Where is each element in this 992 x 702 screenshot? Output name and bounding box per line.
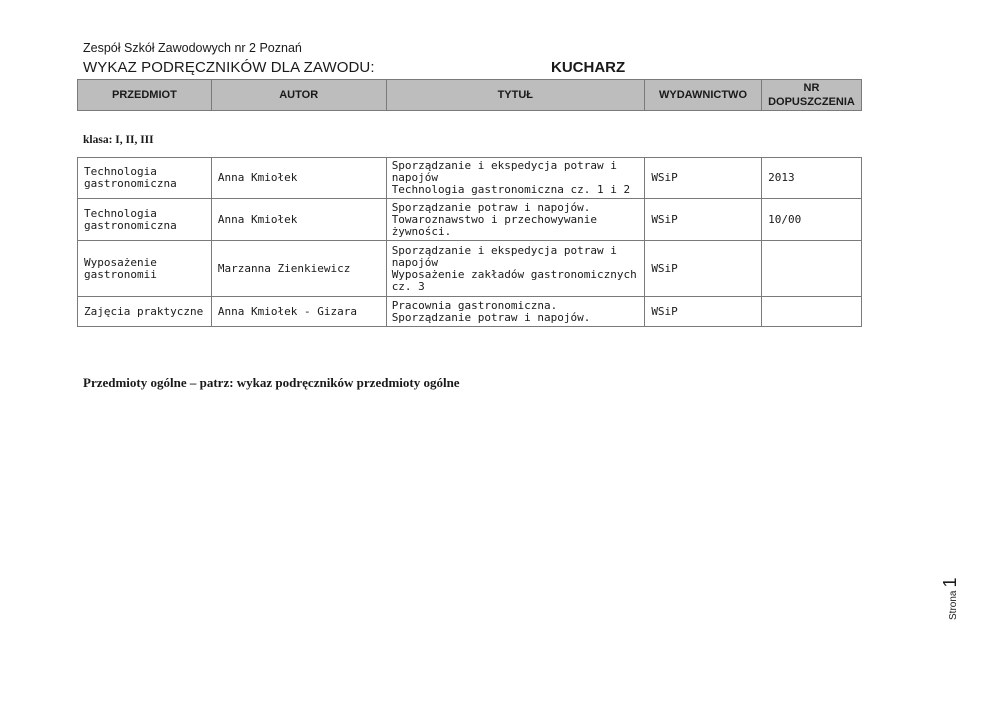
title-line: Wyposażenie zakładów gastronomicznych <box>391 267 637 281</box>
textbook-table <box>77 157 862 327</box>
publisher-cell: WSiP <box>645 158 762 199</box>
author-cell: Marzanna Zienkiewicz <box>211 241 386 297</box>
title-line: Sporządzanie i ekspedycja potraw i <box>391 243 617 257</box>
subject-line: Zajęcia praktyczne <box>84 304 204 318</box>
page-label: Strona <box>948 590 959 620</box>
title-line: napojów <box>391 171 439 184</box>
column-header-row <box>78 80 862 111</box>
approval-number-cell: 2013 <box>762 158 862 199</box>
author-cell: Anna Kmiołek - Gizara <box>211 297 386 327</box>
approval-header-line1: NR <box>803 82 820 94</box>
profession-name: KUCHARZ <box>551 59 626 76</box>
page-number-value: 1 <box>940 577 960 588</box>
general-subjects-note: Przedmioty ogólne – patrz: wykaz podręczników przedmioty ogólne <box>83 375 460 390</box>
table-row <box>78 241 862 297</box>
subject-line: gastronomiczna <box>84 177 177 190</box>
publisher-cell: WSiP <box>645 199 762 241</box>
title-line: Sporządzanie i ekspedycja potraw i <box>391 159 617 172</box>
page-number-rotated <box>940 565 961 620</box>
subject-line: gastronomii <box>84 267 157 281</box>
subject-cell <box>78 158 212 199</box>
column-header-author: AUTOR <box>211 80 386 111</box>
title-line: żywności. <box>391 224 452 238</box>
column-header-subject: PRZEDMIOT <box>78 80 212 111</box>
list-title: WYKAZ PODRĘCZNIKÓW DLA ZAWODU: <box>83 59 375 76</box>
author-cell: Anna Kmiołek <box>211 199 386 241</box>
title-line: Sporządzanie potraw i napojów. <box>391 200 591 214</box>
approval-number-cell: 10/00 <box>762 199 862 241</box>
class-label: klasa: I, II, III <box>83 134 154 146</box>
column-header-table <box>77 79 862 111</box>
table-row <box>78 199 862 241</box>
title-line: cz. 3 <box>391 279 425 293</box>
title-line: Pracownia gastronomiczna. <box>391 298 558 312</box>
school-name: Zespół Szkół Zawodowych nr 2 Poznań <box>83 41 302 55</box>
subject-cell <box>78 199 212 241</box>
subject-line: gastronomiczna <box>84 218 177 232</box>
publisher-cell: WSiP <box>645 297 762 327</box>
table-row <box>78 297 862 327</box>
page-number <box>940 565 966 620</box>
subject-cell <box>78 297 212 327</box>
author-cell: Anna Kmiołek <box>211 158 386 199</box>
subject-line: Technologia <box>84 165 157 178</box>
subject-line: Wyposażenie <box>84 255 157 269</box>
title-line: Technologia gastronomiczna cz. 1 i 2 <box>391 183 631 196</box>
title-line: napojów <box>391 255 439 269</box>
title-line: Towaroznawstwo i przechowywanie <box>391 212 597 226</box>
approval-header-line2: DOPUSZCZENIA <box>768 96 855 108</box>
title-cell <box>386 241 645 297</box>
subject-cell <box>78 241 212 297</box>
title-cell <box>386 199 645 241</box>
approval-number-cell <box>762 241 862 297</box>
title-cell <box>386 158 645 199</box>
column-header-publisher: WYDAWNICTWO <box>645 80 762 111</box>
table-row <box>78 158 862 199</box>
publisher-cell: WSiP <box>645 241 762 297</box>
title-cell <box>386 297 645 327</box>
subject-line: Technologia <box>84 206 157 220</box>
column-header-approval-number <box>761 80 861 111</box>
title-line: Sporządzanie potraw i napojów. <box>391 310 591 324</box>
approval-number-cell <box>762 297 862 327</box>
column-header-title: TYTUŁ <box>386 80 645 111</box>
